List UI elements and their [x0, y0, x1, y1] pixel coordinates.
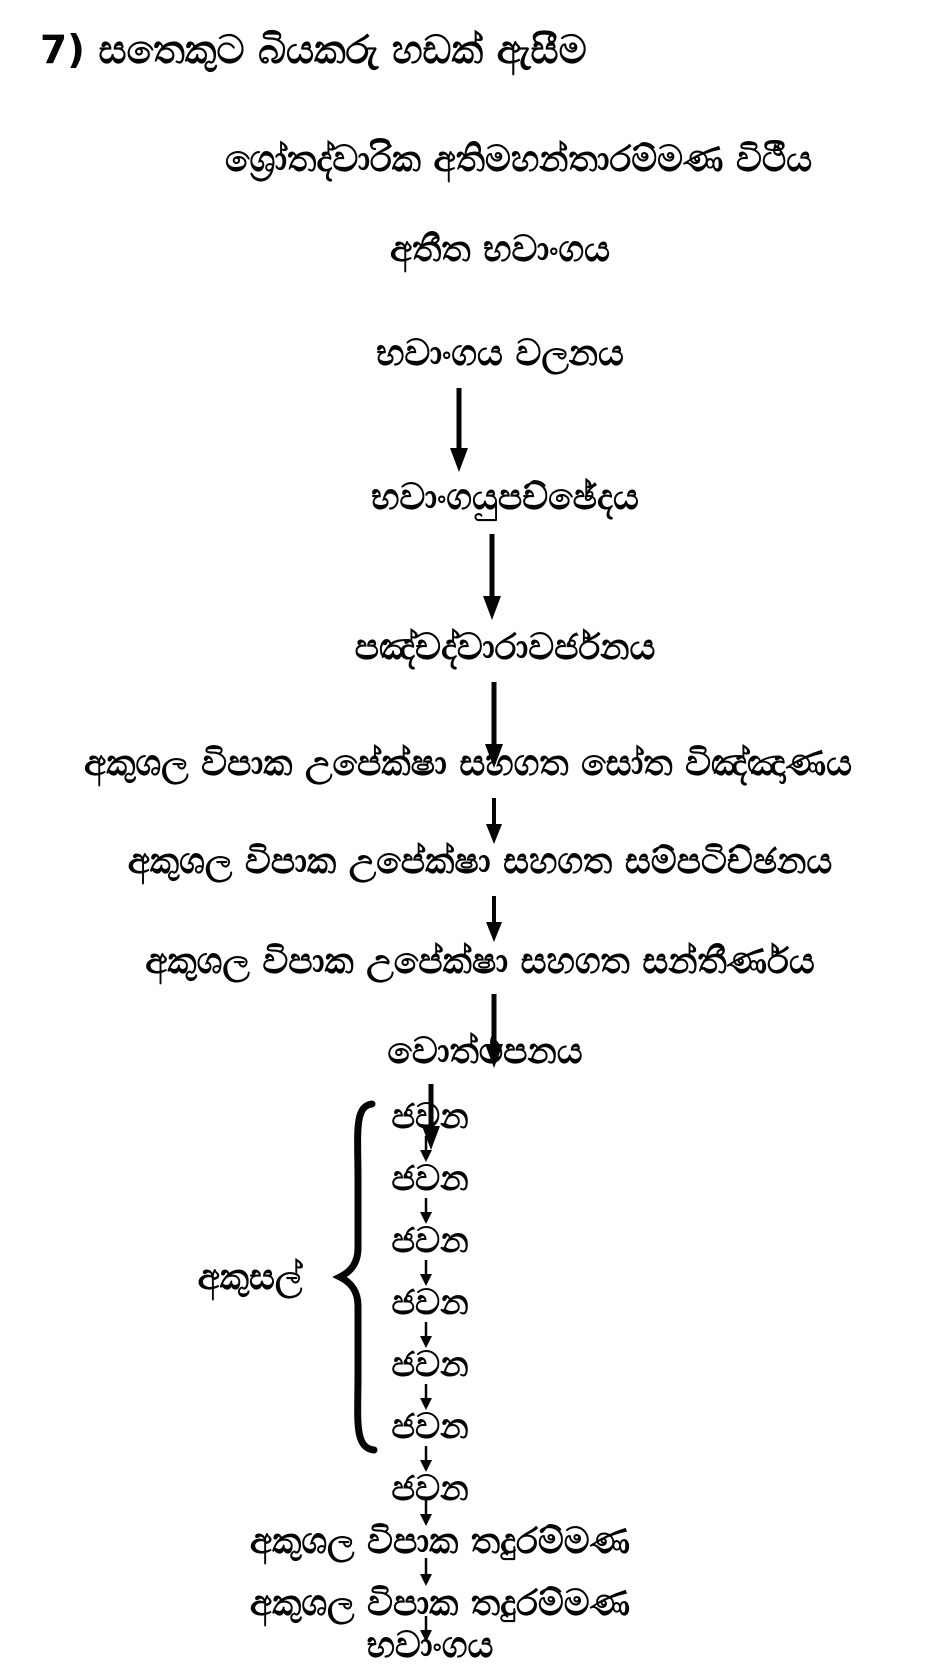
arrow-down-icon [482, 896, 506, 942]
stage-ear-consciousness: අකුශල විපාක උපේක්ෂා සහගත සෝත විඤ්ඤාණය [84, 743, 852, 784]
stage-investigating: අකුශල විපාක උපේක්ෂා සහගත සන්තීර්ණය [145, 941, 815, 982]
process-subtitle: ශ්‍රෝතද්වාරික අතිමහන්තාරම්මණ විථීය [225, 139, 813, 180]
stage-receiving: අකුශල විපාක උපේක්ෂා සහගත සම්පටිච්ඡනය [127, 841, 833, 882]
javana-item: ජවන [391, 1097, 469, 1137]
arrow-down-icon [447, 388, 471, 472]
javana-item: ජවන [391, 1221, 469, 1261]
stage-final-bhavanga: භවාංගය [366, 1625, 494, 1666]
arrow-down-icon [480, 534, 504, 620]
arrow-down-icon [482, 798, 506, 844]
stage-registration-2: අකුශල විපාක තදුරම්මණ [249, 1583, 631, 1624]
page-title: 7) සතෙකුට බියකරු හඩක් ඇසීම [40, 28, 587, 73]
javana-item: ජවන [391, 1159, 469, 1199]
javana-item: ජවන [391, 1469, 469, 1509]
javana-item: ජවන [391, 1283, 469, 1323]
brace-label-akusal: අකුසල් [197, 1257, 303, 1298]
stage-past-bhavanga: අතීත භවාංගය [389, 229, 610, 270]
stage-determining: වොත්ථපනය [387, 1031, 583, 1072]
stage-five-door-adverting: පඤ්චද්වාරාවර්ජනය [354, 627, 656, 668]
stage-registration-1: අකුශල විපාක තදුරම්මණ [249, 1521, 631, 1562]
stage-bhavanga-vibration: භවාංගය වලනය [376, 333, 624, 374]
javana-item: ජවන [391, 1345, 469, 1385]
javana-item: ජවන [391, 1407, 469, 1447]
stage-bhavanga-cutoff: භවාංගයුපච්ඡේදය [371, 477, 639, 518]
